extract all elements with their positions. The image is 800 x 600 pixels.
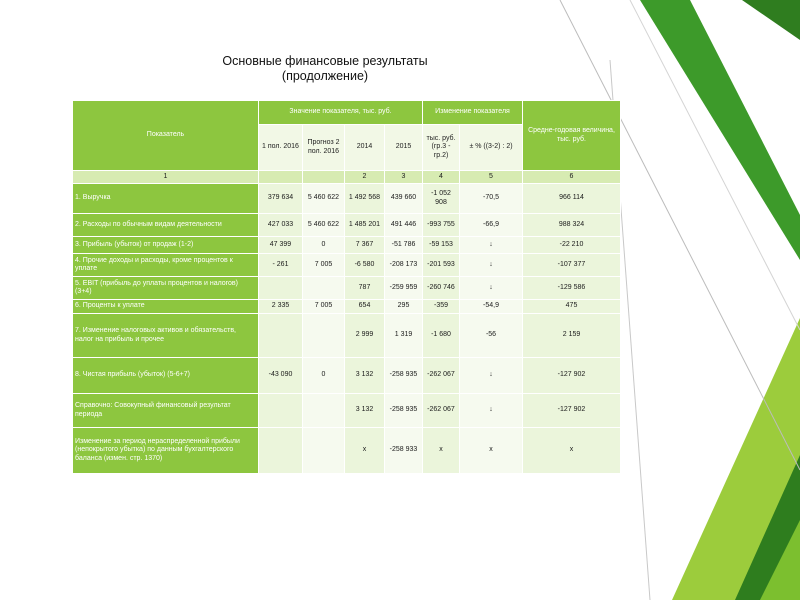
header-col-2014: 2014	[345, 125, 385, 171]
table-cell: -66,9	[460, 214, 523, 237]
table-cell: 0	[303, 358, 345, 394]
table-cell	[259, 394, 303, 428]
table-cell	[259, 277, 303, 300]
index-cell	[303, 171, 345, 184]
table-cell: х	[523, 428, 621, 474]
table-cell: 7 005	[303, 254, 345, 277]
table-cell: 2 335	[259, 300, 303, 314]
row-label: 5. EBIT (прибыль до уплаты процентов и налогов) (3+4)	[73, 277, 259, 300]
table-cell: ↓	[460, 277, 523, 300]
table-cell: ↓	[460, 254, 523, 277]
table-cell: -258 935	[385, 358, 423, 394]
table-row	[73, 214, 621, 237]
table-cell: -359	[423, 300, 460, 314]
index-cell	[259, 171, 303, 184]
table-row	[73, 428, 621, 474]
table-cell: 439 660	[385, 184, 423, 214]
table-cell: -259 959	[385, 277, 423, 300]
table-cell: 379 634	[259, 184, 303, 214]
slide-title	[190, 54, 460, 84]
table-cell	[303, 428, 345, 474]
slide-title-line-1: Основные финансовые результаты	[222, 54, 428, 68]
header-indicator: Показатель	[73, 101, 259, 171]
table-cell: 7 005	[303, 300, 345, 314]
table-cell: -262 067	[423, 394, 460, 428]
table-cell: 47 399	[259, 237, 303, 254]
table-cell: -51 786	[385, 237, 423, 254]
table-cell: -70,5	[460, 184, 523, 214]
table-cell	[259, 428, 303, 474]
header-col-2016-h1: 1 пол. 2016	[259, 125, 303, 171]
table-cell	[259, 314, 303, 358]
row-label: Справочно: Совокупный финансовый результат периода	[73, 394, 259, 428]
row-label: 8. Чистая прибыль (убыток) (5-6+7)	[73, 358, 259, 394]
row-label: 6. Проценты к уплате	[73, 300, 259, 314]
index-cell: 4	[423, 171, 460, 184]
table-row	[73, 277, 621, 300]
table-cell: -129 586	[523, 277, 621, 300]
table-cell: 491 446	[385, 214, 423, 237]
table-cell: ↓	[460, 358, 523, 394]
table-row	[73, 300, 621, 314]
table-cell: -127 902	[523, 358, 621, 394]
table-cell	[303, 314, 345, 358]
table-cell: -1 680	[423, 314, 460, 358]
table-cell: 5 460 622	[303, 184, 345, 214]
table-cell: 787	[345, 277, 385, 300]
table-cell: -201 593	[423, 254, 460, 277]
table-cell: -208 173	[385, 254, 423, 277]
table-cell: -107 377	[523, 254, 621, 277]
table-cell: 5 460 622	[303, 214, 345, 237]
row-label: 3. Прибыль (убыток) от продаж (1-2)	[73, 237, 259, 254]
table-cell: 7 367	[345, 237, 385, 254]
index-cell: 2	[345, 171, 385, 184]
row-label: 4. Прочие доходы и расходы, кроме процентов к уплате	[73, 254, 259, 277]
header-col-change-abs: тыс. руб. (гр.3 - гр.2)	[423, 125, 460, 171]
table-cell: 1 319	[385, 314, 423, 358]
header-avg: Средне-годовая величина, тыс. руб.	[523, 101, 621, 171]
header-col-2016-h2: Прогноз 2 пол. 2016	[303, 125, 345, 171]
table-cell: ↓	[460, 237, 523, 254]
table-row	[73, 358, 621, 394]
header-change-group: Изменение показателя	[423, 101, 523, 125]
table-cell: -56	[460, 314, 523, 358]
table-cell: -54,9	[460, 300, 523, 314]
table-cell: -993 755	[423, 214, 460, 237]
table-row	[73, 254, 621, 277]
header-col-change-pct: ± % ((3-2) : 2)	[460, 125, 523, 171]
table-cell: 966 114	[523, 184, 621, 214]
table-cell: ↓	[460, 394, 523, 428]
table-cell: 1 485 201	[345, 214, 385, 237]
slide-title-line-2: (продолжение)	[281, 69, 369, 83]
table-cell: -1 052 908	[423, 184, 460, 214]
index-cell: 5	[460, 171, 523, 184]
table-cell: - 261	[259, 254, 303, 277]
table-cell: 427 033	[259, 214, 303, 237]
table-cell: 3 132	[345, 394, 385, 428]
table-row	[73, 237, 621, 254]
table-cell: -22 210	[523, 237, 621, 254]
table-cell: х	[345, 428, 385, 474]
index-cell: 3	[385, 171, 423, 184]
table-cell: 988 324	[523, 214, 621, 237]
row-label: 2. Расходы по обычным видам деятельности	[73, 214, 259, 237]
table-cell	[303, 277, 345, 300]
table-cell: 0	[303, 237, 345, 254]
header-value-group: Значение показателя, тыс. руб.	[259, 101, 423, 125]
table-cell: 654	[345, 300, 385, 314]
table-cell: 1 492 568	[345, 184, 385, 214]
table-row	[73, 184, 621, 214]
header-col-2015: 2015	[385, 125, 423, 171]
table-row	[73, 314, 621, 358]
table-cell: х	[423, 428, 460, 474]
table-cell: 475	[523, 300, 621, 314]
table-cell: 3 132	[345, 358, 385, 394]
index-cell: 6	[523, 171, 621, 184]
financial-results-table	[72, 100, 621, 474]
table-cell: -258 933	[385, 428, 423, 474]
table-cell: -43 090	[259, 358, 303, 394]
table-cell: 2 999	[345, 314, 385, 358]
table-cell	[303, 394, 345, 428]
table-cell: -262 067	[423, 358, 460, 394]
table-cell: -258 935	[385, 394, 423, 428]
table-cell: -260 746	[423, 277, 460, 300]
table-cell: 295	[385, 300, 423, 314]
table-cell: -127 902	[523, 394, 621, 428]
table-cell: -6 580	[345, 254, 385, 277]
row-label: 7. Изменение налоговых активов и обязательств, налог на прибыль и прочее	[73, 314, 259, 358]
table-cell: -59 153	[423, 237, 460, 254]
row-label: Изменение за период нераспределенной прибыли (непокрытого убытка) по данным бухгалтерского баланса (измен. стр. 1370)	[73, 428, 259, 474]
row-label: 1. Выручка	[73, 184, 259, 214]
table-row	[73, 394, 621, 428]
table-cell: х	[460, 428, 523, 474]
index-cell: 1	[73, 171, 259, 184]
table-cell: 2 159	[523, 314, 621, 358]
